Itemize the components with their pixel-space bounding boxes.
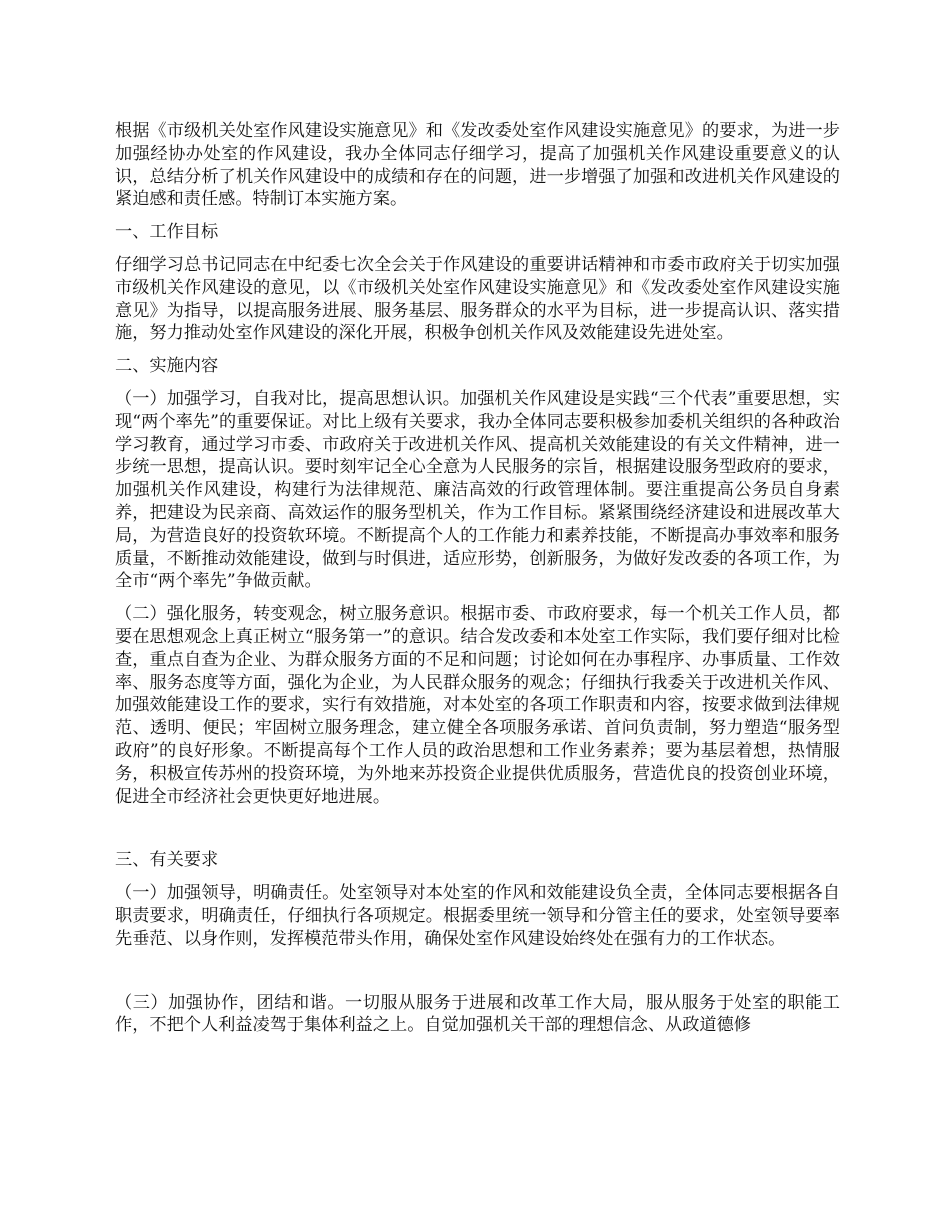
content-paragraph-2: （二）强化服务，转变观念，树立服务意识。根据市委、市政府要求，每一个机关工作人员，都要在思想观念上真正树立“服务第一”的意识。结合发改委和本处室工作实际，我们要仔细对比检查，重点自查为企业、为群众服务方面的不足和问题；讨论如何在办事程序、办事质量、工作效率、服务态度等方面，强化为企业，为人民群众服务的观念；仔细执行我委关于改进机关作风、加强效能建设工作的要求，实行有效措施，对本处室的各项工作职责和内容，按要求做到法律规范、透明、便民；牢固树立服务理念，建立健全各项服务承诺、首问负责制，努力塑造“服务型政府”的良好形象。不断提高每个工作人员的政治思想和工作业务素养；要为基层着想，热情服务，积极宣传苏州的投资环境，为外地来苏投资企业提供优质服务，营造优良的投资创业环境，促进全市经济社会更快更好地进展。 [115, 604, 840, 807]
spacer [115, 593, 840, 603]
content-paragraph-1: （一）加强学习，自我对比，提高思想认识。加强机关作风建设是实践“三个代表”重要思想，实现“两个率先”的重要保证。对比上级有关要求，我办全体同志要积极参加委机关组织的各种政治学习教育，通过学习市委、市政府关于改进机关作风、提高机关效能建设的有关文件精神，进一步统一思想，提高认识。要时刻牢记全心全意为人民服务的宗旨，根据建设服务型政府的要求，加强机关作风建设，构建行为法律规范、廉洁高效的行政管理体制。要注重提高公务员自身素养，把建设为民亲商、高效运作的服务型机关，作为工作目标。紧紧围绕经济建设和进展改革大局，为营造良好的投资软环境。不断提高个人的工作能力和素养技能，不断提高办事效率和服务质量，不断推动效能建设，做到与时俱进，适应形势，创新服务，为做好发改委的各项工作，为全市“两个率先”争做贡献。 [115, 388, 840, 592]
requirements-paragraph-1: （一）加强领导，明确责任。处室领导对本处室的作风和效能建设负全责，全体同志要根据各自职责要求，明确责任，仔细执行各项规定。根据委里统一领导和分管主任的要求，处室领导要率先垂范、以身作则，发挥模范带头作用，确保处室作风建设始终处在强有力的工作状态。 [115, 883, 840, 949]
document-body [115, 120, 840, 1037]
goals-paragraph: 仔细学习总书记同志在中纪委七次全会关于作风建设的重要讲话精神和市委市政府关于切实加强市级机关作风建设的意见，以《市级机关处室作风建设实施意见》和《发改委处室作风建设实施意见》为指导，以提高服务进展、服务基层、服务群众的水平为目标，进一步提高认识、落实措施，努力推动处室作风建设的深化开展，积极争创机关作风及效能建设先进处室。 [115, 254, 840, 344]
requirements-paragraph-3: （三）加强协作，团结和谐。一切服从服务于进展和改革工作大局，服从服务于处室的职能工作，不把个人利益凌驾于集体利益之上。自觉加强机关干部的理想信念、从政道德修 [115, 992, 840, 1036]
section-heading-content: 二、实施内容 [115, 356, 219, 377]
spacer [115, 872, 840, 882]
intro-paragraph: 根据《市级机关处室作风建设实施意见》和《发改委处室作风建设实施意见》的要求，为进一步加强经协办处室的作风建设，我办全体同志仔细学习，提高了加强机关作风建设重要意义的认识，总结分析了机关作风建设中的成绩和存在的问题，进一步增强了加强和改进机关作风建设的紧迫感和责任感。特制订本实施方案。 [115, 121, 840, 210]
section-heading-requirements: 三、有关要求 [115, 850, 219, 871]
spacer [115, 345, 840, 355]
spacer [115, 244, 840, 254]
spacer [115, 378, 840, 388]
spacer [115, 951, 840, 992]
section-heading-goals: 一、工作目标 [115, 222, 219, 243]
spacer [115, 211, 840, 221]
spacer [115, 808, 840, 849]
